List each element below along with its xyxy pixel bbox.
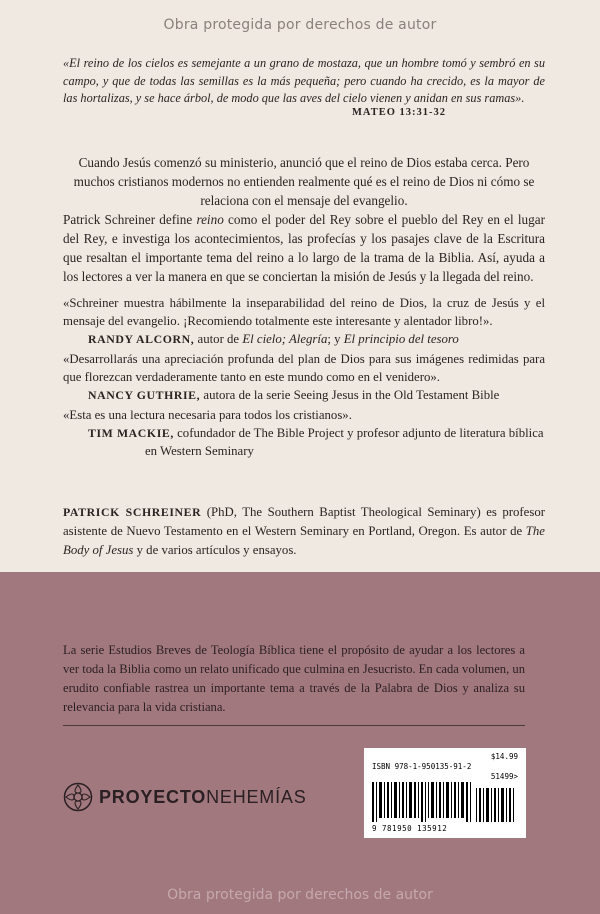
publisher-logo bbox=[63, 782, 307, 812]
isbn-barcode bbox=[364, 748, 526, 838]
divider bbox=[63, 725, 525, 726]
endorsement-2 bbox=[63, 350, 545, 404]
description-paragraph-1: Cuando Jesús comenzó su ministerio, anunció que el reino de Dios estaba cerca. Pero muchos cristianos modernos no entienden realmente qué es el reino de Dios ni cómo se relaciona con el mensaje del evangelio. bbox=[73, 155, 535, 208]
epigraph-quote: «El reino de los cielos es semejante a un grano de mostaza, que un hombre tomó y sembró en su campo, y que de todas las semillas es la más pequeña; pero cuando ha crecido, es la mayor de las hortalizas, y se hace árbol, de modo que las aves del cielo vienen y anidan en sus ramas». bbox=[63, 56, 545, 105]
barcode-number: 9 781950 135912 bbox=[372, 824, 448, 833]
endorsement-author: NANCY GUTHRIE, autora de la serie Seeing Jesus in the Old Testament Bible bbox=[88, 388, 500, 402]
endorsement-1 bbox=[63, 294, 545, 348]
barcode-isbn: ISBN 978-1-950135-91-2 bbox=[372, 762, 472, 771]
endorsement-author-continued: en Western Seminary bbox=[145, 444, 254, 458]
endorsement-author: TIM MACKIE, cofundador de The Bible Project y profesor adjunto de literatura bíblica bbox=[88, 426, 544, 440]
description-paragraph-2: Patrick Schreiner define reino como el poder del Rey sobre el pueblo del Rey en el lugar del Rey, e investiga los acontecimientos, las profecías y los pasajes clave de la Escritura que resaltan el importante tema del reino a lo largo de la trama de la Biblia. Así, ayuda a los lectores a ver la manera en que se conciertan la misión de Jesús y la llegada del reino. bbox=[63, 212, 545, 284]
back-cover-bottom bbox=[0, 572, 600, 914]
barcode-bars bbox=[372, 782, 518, 822]
endorsement-quote: «Schreiner muestra hábilmente la inseparabilidad del reino de Dios, la cruz de Jesús y el mensaje del evangelio. ¡Recomiendo totalmente este interesante y alentador libro!». bbox=[63, 296, 545, 328]
watermark-top: Obra protegida por derechos de autor bbox=[163, 17, 437, 33]
rose-emblem-icon bbox=[63, 782, 93, 812]
barcode-addon: 51499> bbox=[490, 772, 518, 781]
publisher-name: PROYECTONEHEMÍAS bbox=[99, 786, 307, 807]
endorsement-quote: «Desarrollarás una apreciación profunda del plan de Dios para sus imágenes redimidas para que florezcan verdaderamente tanto en este mundo como en el venidero». bbox=[63, 352, 545, 384]
series-description: La serie Estudios Breves de Teología Bíblica tiene el propósito de ayudar a los lectores a ver toda la Biblia como un relato unificado que culmina en Jesucristo. En cada volumen, un erudito confiable rastrea un importante tema a través de la Palabra de Dios y analiza su relevancia para la vida cristiana. bbox=[63, 643, 525, 714]
author-bio: PATRICK SCHREINER (PhD, The Southern Baptist Theological Seminary) es profesor asistente de Nuevo Testamento en el Western Seminary en Portland, Oregon. Es autor de The Body of Jesus y de varios artículos y ensayos. bbox=[63, 505, 545, 557]
epigraph-reference: MATEO 13:31-32 bbox=[351, 107, 446, 118]
barcode-price: $14.99 bbox=[490, 752, 518, 761]
endorsement-3 bbox=[63, 406, 545, 460]
endorsement-quote: «Esta es una lectura necesaria para todos los cristianos». bbox=[63, 408, 352, 422]
book-description bbox=[63, 153, 545, 286]
watermark-bottom: Obra protegida por derechos de autor bbox=[167, 887, 433, 903]
endorsement-author: RANDY ALCORN, autor de El cielo; Alegría; y El principio del tesoro bbox=[88, 332, 459, 346]
